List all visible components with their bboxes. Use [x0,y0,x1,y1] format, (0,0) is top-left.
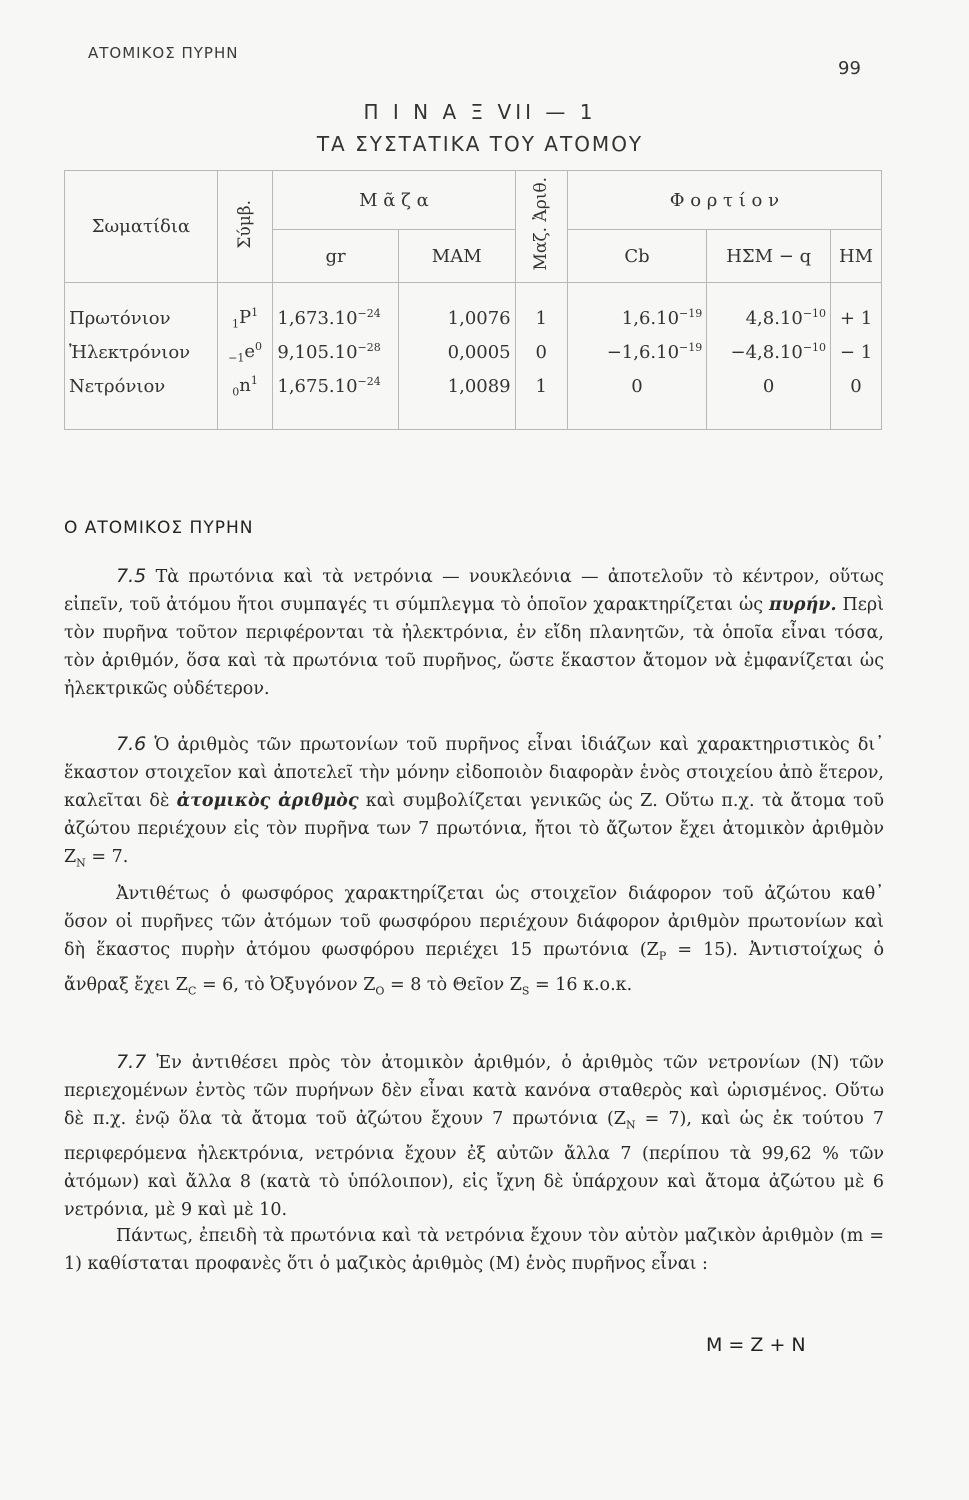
paragraph-number: 7.7 [116,1051,147,1073]
paragraph-number: 7.5 [116,565,147,587]
mass-number: 1 [515,283,567,336]
paragraph-7-5: 7.5 Τὰ πρωτόνια καὶ τὰ νετρόνια — νουκλεόνια — ἀποτελοῦν τὸ κέντρον, οὕτως εἰπεῖν, τοῦ ἀτόμου ἤτοι συμπαγές τι σύμπλεγμα τὸ ὁποῖον χαρακτηρίζεται ὡς πυρήν. Περὶ τὸν πυρῆνα τοῦτον περιφέρονται τὰ ἠλεκτρόνια, ἐν εἴδη πλανητῶν, τὰ ὁποῖα εἶναι τόσα, τὸν ἀριθμόν, ὅσα καὶ τὰ πρωτόνια τοῦ πυρῆνος, ὥστε ἕκαστον ἄτομον νὰ ἐμφανίζεται ὡς ἠλεκτρικῶς οὐδέτερον. [64,565,884,699]
particle-name: Ἠλεκτρόνιον [65,335,218,369]
col-charge-cb: Cb [567,230,707,283]
col-mass-amu: MAM [398,230,515,283]
particle-name: Νετρόνιον [65,369,218,430]
col-mass-number: Μαζ. Ἀριθ. [515,171,567,283]
paragraph-number: 7.6 [116,733,147,755]
atom-constituents-table [64,170,882,430]
table-row [65,369,882,430]
charge-em: + 1 [831,283,882,336]
col-charge-em: ΗΜ [831,230,882,283]
table-row [65,283,882,336]
col-symbol: Σύμβ. [217,171,273,283]
particle-symbol: $_0n^1$ [217,369,273,430]
emphasis-term: πυρήν. [768,595,837,615]
emphasis-term: ἀτομικὸς ἀριθμὸς [176,791,359,811]
mass-grams: $9,105.10^{-28}$ [273,335,398,369]
col-particle: Σωματίδια [65,171,218,283]
mass-amu: 1,0089 [398,369,515,430]
mass-amu: 0,0005 [398,335,515,369]
mass-number: 0 [515,335,567,369]
paragraph-7-6: 7.6 Ὁ ἀριθμὸς τῶν πρωτονίων τοῦ πυρῆνος εἶναι ἰδιάζων καὶ χαρακτηριστικὸς δι᾽ ἕκαστον στοιχεῖον καὶ ἀποτελεῖ τὴν μόνην εἰδοποιὸν διαφορὰν ἑνὸς στοιχείου ἀπὸ ἕτερον, καλεῖται δὲ ἀτομικὸς ἀριθμὸς καὶ συμβολίζεται γενικῶς ὡς Ζ. Οὕτω π.χ. τὰ ἄτομα τοῦ ἀζώτου περιέχουν εἰς τὸν πυρῆνα των 7 πρωτόνια, ἤτοι τὸ ἄζωτον ἔχει ἀτομικὸν ἀριθμὸν $Z_N = 7$. [64,733,885,870]
paragraph-7-7: 7.7 Ἐν ἀντιθέσει πρὸς τὸν ἀτομικὸν ἀριθμόν, ὁ ἀριθμὸς τῶν νετρονίων (N) τῶν περιεχομένων ἐντὸς τῶν πυρήνων δὲν εἶναι κατὰ κανόνα σταθερὸς καὶ ὡρισμένος. Οὕτω δὲ π.χ. ἐνῷ ὅλα τὰ ἄτομα τοῦ ἀζώτου ἔχουν 7 πρωτόνια $(Z_N = 7)$, καὶ ὡς ἐκ τούτου 7 περιφερόμενα ἠλεκτρόνια, νετρόνια ἔχουν ἐξ αὐτῶν ἄλλα 7 (περίπου τὰ 99,62 % τῶν ἀτόμων) καὶ ἄλλα 8 (κατὰ τὸ ὑπόλοιπον), εἰς ἴχνη δὲ ὑπάρχουν καὶ ἄτομα ἀζώτου μὲ 6 νετρόνια, μὲ 9 καὶ μὲ 10. [64,1051,884,1220]
table-row [65,335,882,369]
charge-esu: 0 [707,369,831,430]
col-mass: Μ ᾶ ζ α [273,171,515,230]
table-title: Π Ι Ν Α Ξ VII — 1 [363,100,597,124]
charge-em: 0 [831,369,882,430]
mass-grams: $1,675.10^{-24}$ [273,369,398,430]
charge-cb: 0 [567,369,707,430]
charge-cb: $1,6.10^{-19}$ [567,283,707,336]
mass-number: 1 [515,369,567,430]
section-heading: Ο ΑΤΟΜΙΚΟΣ ΠΥΡΗΝ [64,518,254,538]
particle-name: Πρωτόνιον [65,283,218,336]
running-head: ΑΤΟΜΙΚΟΣ ΠΥΡΗΝ [88,44,239,62]
charge-cb: $-1,6.10^{-19}$ [567,335,707,369]
mass-grams: $1,673.10^{-24}$ [273,283,398,336]
table-subtitle: ΤΑ ΣΥΣΤΑΤΙΚΑ ΤΟΥ ΑΤΟΜΟΥ [316,132,644,156]
charge-esu: $4,8.10^{-10}$ [707,283,831,336]
mass-number-formula: M = Z + N [706,1334,806,1356]
charge-esu: $-4,8.10^{-10}$ [707,335,831,369]
particle-symbol: $_{-1}e^0$ [217,335,273,369]
mass-amu: 1,0076 [398,283,515,336]
page-number: 99 [838,58,861,79]
col-mass-g: gr [273,230,398,283]
particle-symbol: $_1P^1$ [217,283,273,336]
paragraph-mass-number: Πάντως, ἐπειδὴ τὰ πρωτόνια καὶ τὰ νετρόνια ἔχουν τὸν αὐτὸν μαζικὸν ἀριθμὸν (m = 1) καθίσταται προφανὲς ὅτι ὁ μαζικὸς ἀριθμὸς (M) ἑνὸς πυρῆνος εἶναι : [64,1226,884,1274]
paragraph-7-6-continued: Ἀντιθέτως ὁ φωσφόρος χαρακτηρίζεται ὡς στοιχεῖον διάφορον τοῦ ἀζώτου καθ᾽ ὅσον οἱ πυρῆνες τῶν ἀτόμων τοῦ φωσφόρου περιέχουν διάφορον ἀριθμὸν πρωτονίων καὶ δὴ ἕκαστος πυρὴν ἀτόμου φωσφόρου περιέχει 15 πρωτόνια $(Z_P = 15)$. Ἀντιστοίχως ὁ ἄνθραξ ἔχει $Z_C = 6$, τὸ Ὀξυγόνον $Z_O = 8$ τὸ Θεῖον $Z_S = 16$ κ.ο.κ. [64,884,884,997]
charge-em: − 1 [831,335,882,369]
col-charge: Φ ο ρ τ ί ο ν [567,171,881,230]
col-charge-esu: ΗΣΜ − q [707,230,831,283]
